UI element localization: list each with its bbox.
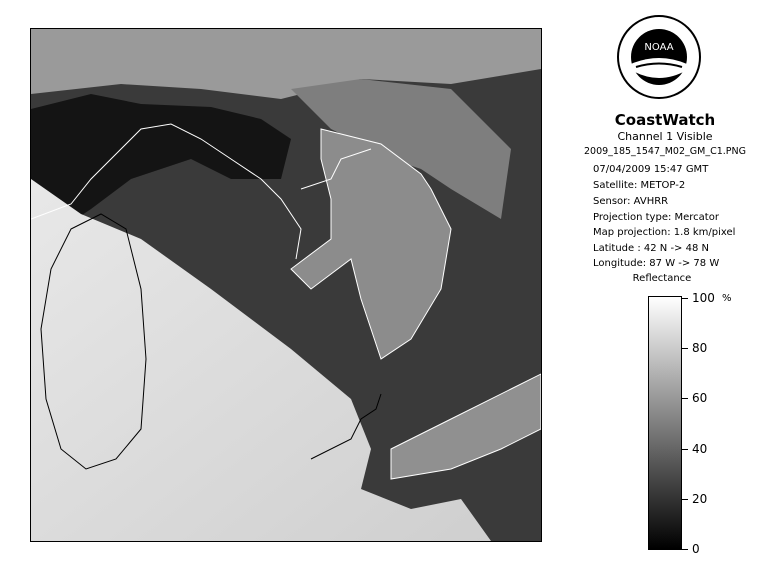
channel-subtitle: Channel 1 Visible bbox=[617, 130, 713, 143]
colorbar-tick-label: 60 bbox=[692, 391, 708, 405]
latitude-range: Latitude : 42 N -> 48 N bbox=[593, 243, 709, 254]
noaa-logo-text: NOAA bbox=[644, 42, 674, 53]
colorbar-tick bbox=[682, 348, 688, 349]
reflectance-colorbar bbox=[648, 296, 682, 550]
acquisition-datetime: 07/04/2009 15:47 GMT bbox=[593, 164, 709, 175]
colorbar-tick bbox=[682, 398, 688, 399]
colorbar-tick bbox=[682, 298, 688, 299]
noaa-logo bbox=[616, 14, 702, 100]
colorbar-tick-label: 80 bbox=[692, 341, 708, 355]
image-filename: 2009_185_1547_M02_GM_C1.PNG bbox=[584, 146, 746, 157]
colorbar-tick bbox=[682, 549, 688, 550]
app-title: CoastWatch bbox=[614, 111, 716, 129]
legend-title: Reflectance bbox=[632, 273, 692, 284]
longitude-range: Longitude: 87 W -> 78 W bbox=[593, 258, 720, 269]
colorbar-tick-label: 0 bbox=[692, 542, 700, 556]
sensor-info: Sensor: AVHRR bbox=[593, 196, 669, 207]
satellite-info: Satellite: METOP-2 bbox=[593, 180, 686, 191]
colorbar-tick bbox=[682, 499, 688, 500]
map-projection: Map projection: 1.8 km/pixel bbox=[593, 227, 736, 238]
colorbar-tick-label: 100 bbox=[692, 291, 715, 305]
colorbar-tick-label: 20 bbox=[692, 492, 708, 506]
projection-type: Projection type: Mercator bbox=[593, 212, 719, 223]
colorbar-tick bbox=[682, 449, 688, 450]
legend-unit: % bbox=[722, 293, 732, 304]
colorbar-tick-label: 40 bbox=[692, 442, 708, 456]
satellite-map bbox=[30, 28, 542, 542]
